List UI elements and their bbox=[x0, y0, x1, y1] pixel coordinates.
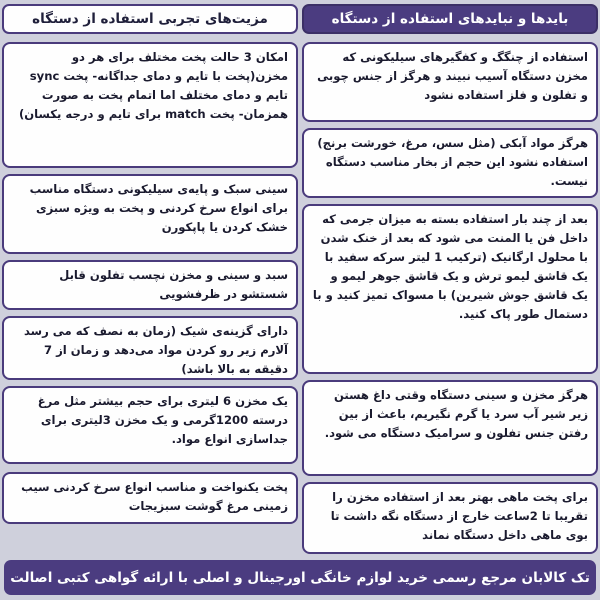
footer-banner: تک کالابان مرجع رسمی خرید لوازم خانگی اورجینال و اصلی با ارائه گواهی کتبی اصالت bbox=[4, 560, 596, 595]
rule-item-utensils: استفاده از چنگگ و کفگیرهای سیلیکونی که مخزن دستگاه آسیب نبیند و هرگز از جنس چوبی و تفلون و فلز استفاده نشود bbox=[302, 42, 598, 122]
benefits-column-title: مزیت‌های تجربی استفاده از دستگاه bbox=[2, 4, 298, 34]
benefit-item-capacity: یک مخزن 6 لیتری برای حجم بیشتر مثل مرغ درسته 1200گرمی و یک مخزن 3لیتری برای جداسازی انواع مواد. bbox=[2, 386, 298, 464]
benefit-item-dishwasher: سبد و سینی و مخزن نچسب تفلون قابل شستشو در ظرفشویی bbox=[2, 260, 298, 310]
benefit-item-tray: سینی سبک و پایه‌ی سیلیکونی دستگاه مناسب برای انواع سرخ کردنی و پخت به ویژه سبزی خشک کردن یا پاپکورن bbox=[2, 174, 298, 254]
benefit-item-cooking-modes: امکان 3 حالت پخت مختلف برای هر دو مخزن(پخت با تایم و دمای جداگانه- پخت sync تایم و دمای مختلف اما اتمام پخت به صورت همزمان- پخت match برای تایم و درجه یکسان) bbox=[2, 42, 298, 168]
benefit-item-shake: دارای گزینه‌ی شیک (زمان به نصف که می رسد آلارم زیر رو کردن مواد می‌دهد و زمان از 7 دقیقه به بالا باشد) bbox=[2, 316, 298, 380]
benefits-column bbox=[2, 4, 298, 34]
rule-item-cleaning: بعد از چند بار استفاده بسته به میزان جرمی که داخل فن یا المنت می شود که بعد از خنک شدن با محلول ارگانیک (ترکیب 1 لیتر سرکه سفید با یک قاشق لیمو ترش و یک قاشق جوهر لیمو و یک قاشق جوش شیرین) با مسواک تمیز کنید و با دستمال طور پاک کنید. bbox=[302, 204, 598, 374]
rule-item-hot-tray: هرگز مخزن و سینی دستگاه وقتی داغ هستن زیر شیر آب سرد یا گرم نگیریم، باعث از بین رفتن جنس تفلون و سرامیک دستگاه می شود. bbox=[302, 380, 598, 476]
benefit-item-even-cooking: پخت یکنواخت و مناسب انواع سرخ کردنی سیب زمینی مرغ گوشت سبزیجات bbox=[2, 472, 298, 524]
dos-donts-column bbox=[302, 4, 598, 34]
dos-donts-column-title: بایدها و نبایدهای استفاده از دستگاه bbox=[302, 4, 598, 34]
rule-item-liquids: هرگز مواد آبکی (مثل سس، مرغ، خورشت برنج) استفاده نشود این حجم از بخار مناسب دستگاه نیست. bbox=[302, 128, 598, 198]
rule-item-fish-odor: برای پخت ماهی بهتر بعد از استفاده مخزن را تقریبا تا 2ساعت خارج از دستگاه نگه داشت تا بوی ماهی داخل دستگاه نماند bbox=[302, 482, 598, 554]
